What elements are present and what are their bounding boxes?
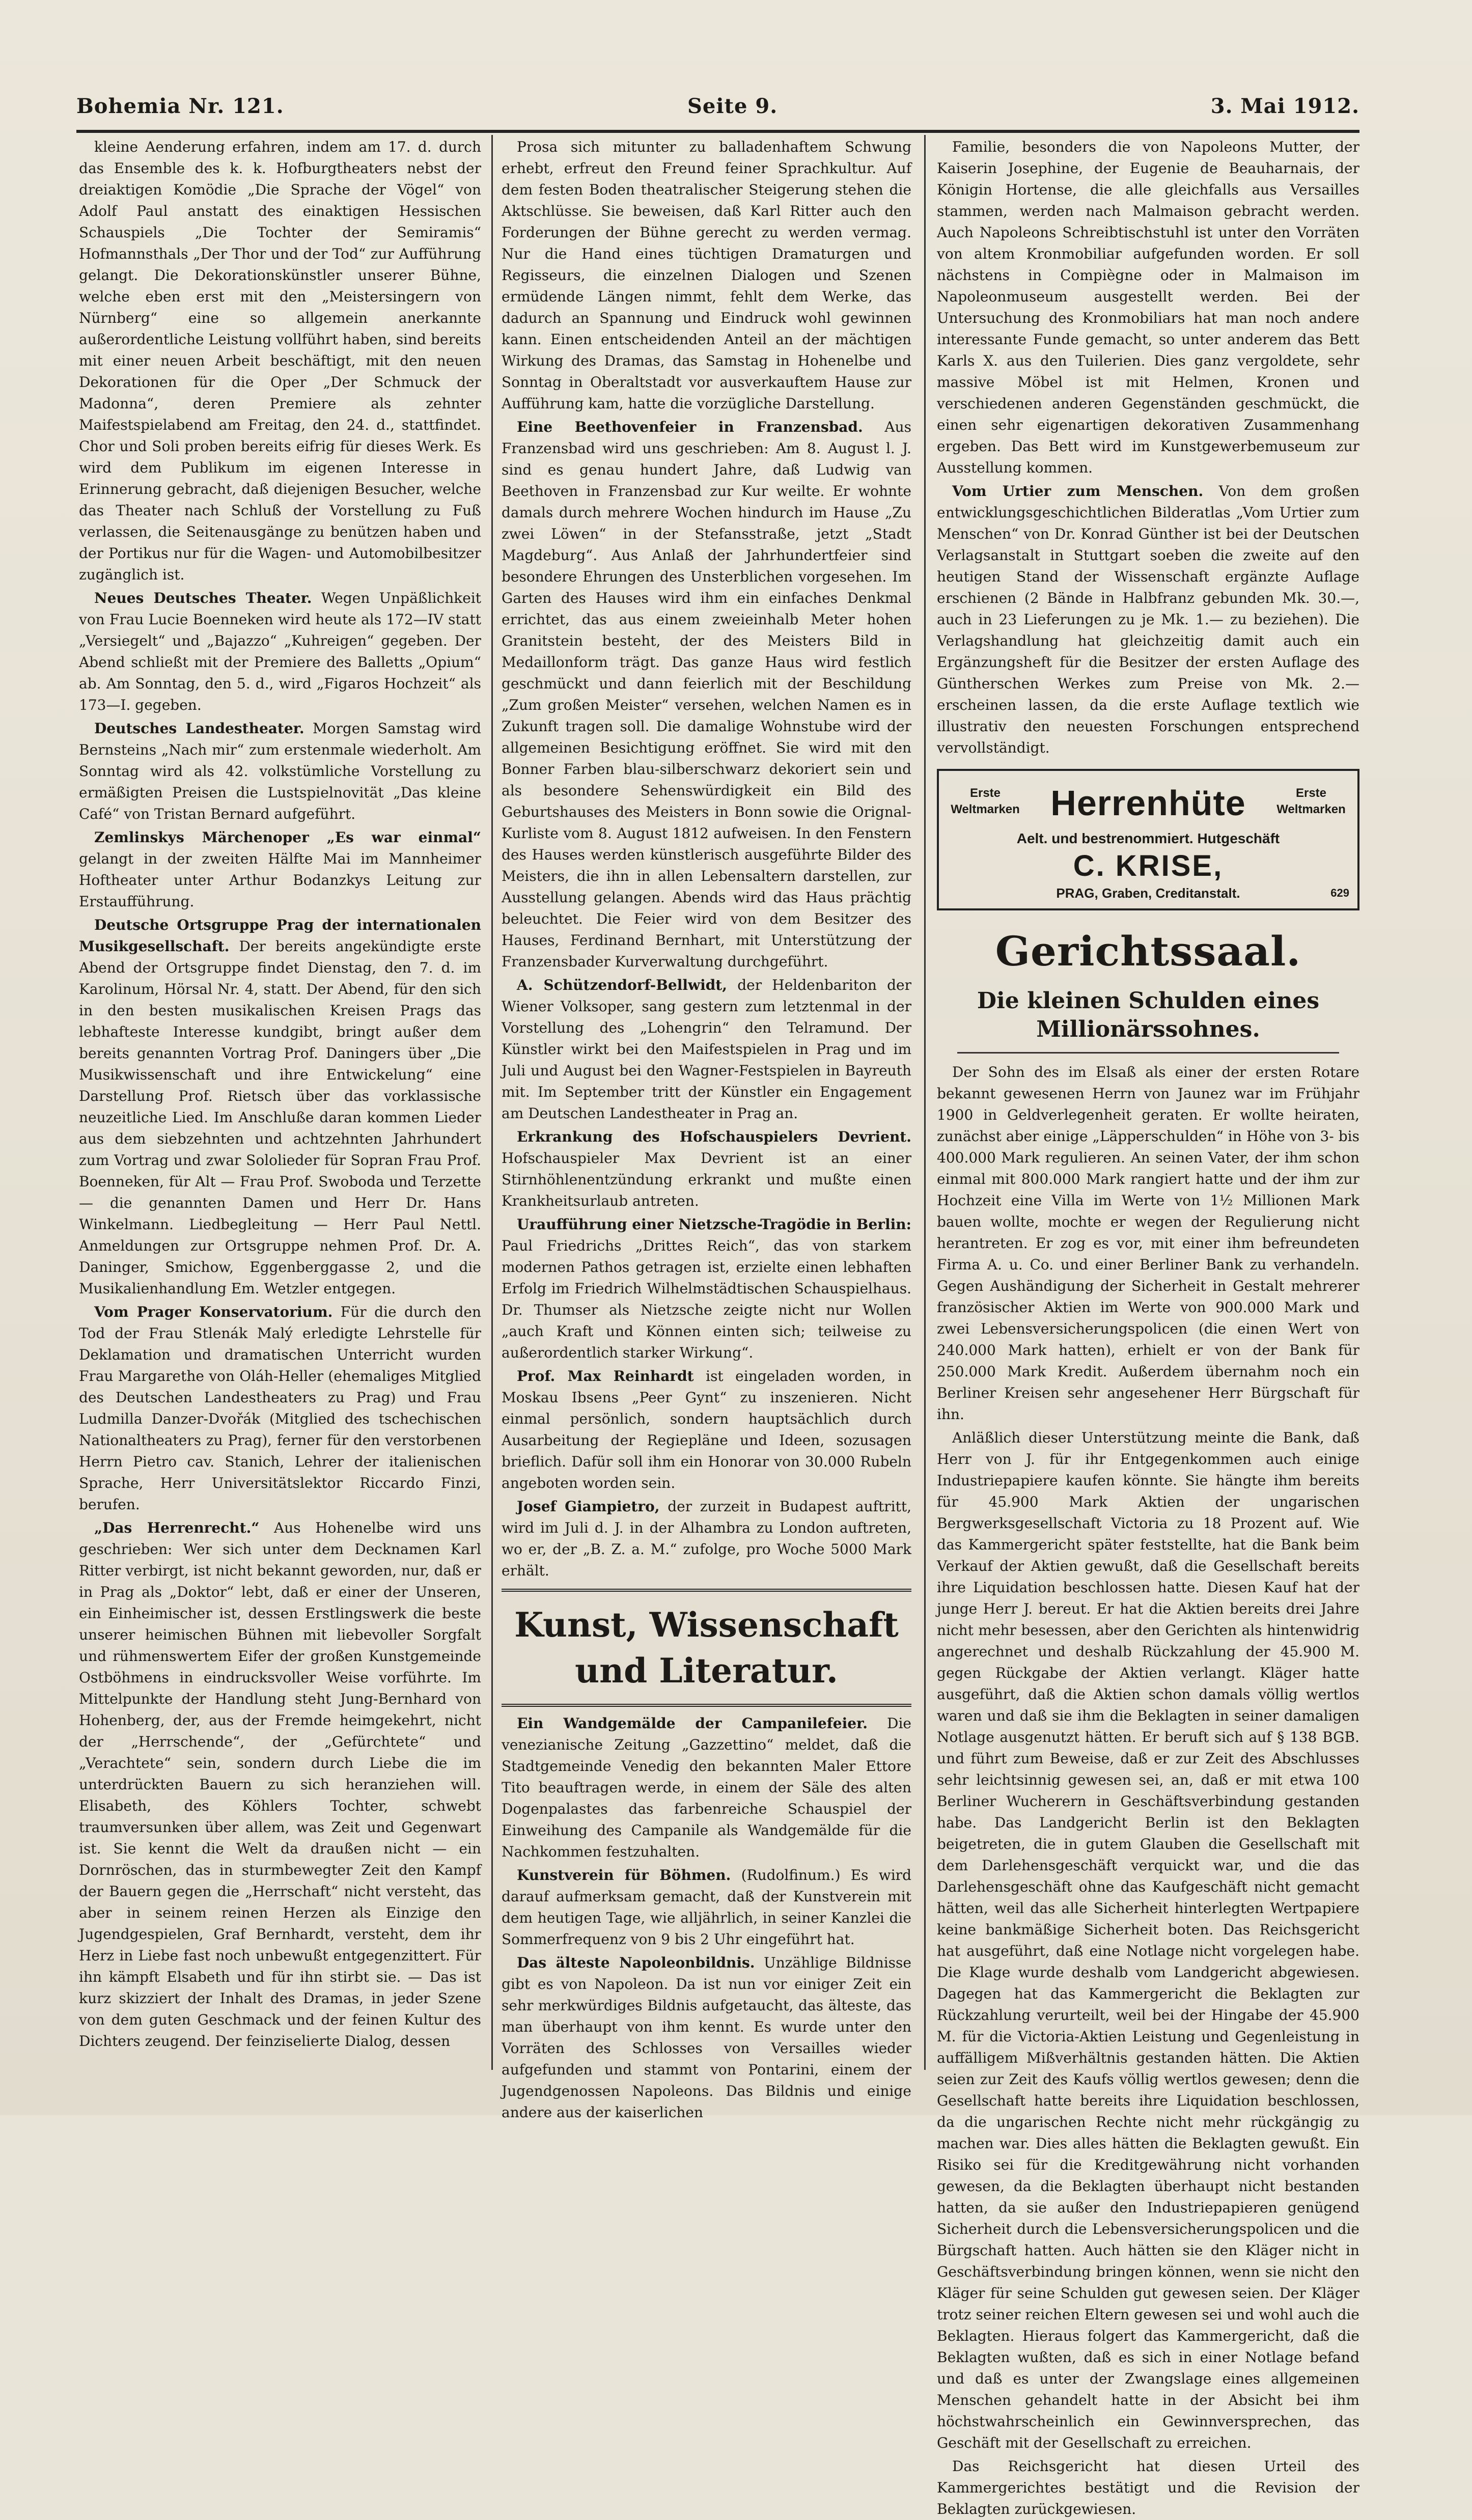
column-3 bbox=[937, 136, 1359, 2517]
article-paragraph bbox=[502, 1865, 911, 1950]
article-text: Anläßlich dieser Unterstützung meinte die Bank, daß Herr von J. für ihr Entgegenkommen auch einige Industriepapiere kaufen könnte. Sie hängte ihm bereits für 45.900 Mark Aktien der ungarischen Bergwerksgesellschaft Victoria zu 18 Prozent auf. Wie das Kammergericht später feststellte, hat die Bank beim Verkauf der Aktien gewußt, daß die Gesellschaft bereits ihre Liquidation beschlossen hatte. Diesen Kauf hat der junge Herr J. bereut. Er hat die Aktien bereits drei Jahre nicht mehr besessen, aber den Gerichten als hintenwidrig angerechnet und deshalb Rückzahlung der 45.900 M. gegen Rückgabe der Aktien verlangt. Kläger hatte ausgeführt, daß die Aktien schon damals völlig wertlos waren und daß sie ihm die Beklagten in seiner damaligen Notlage ausgenutzt hätten. Er beruft sich auf § 138 BGB. und führt zum Beweise, daß er zur Zeit des Abschlusses sehr leichtsinnig gewesen sei, an, daß er mit etwa 100 Berliner Wucherern in Geschäftsverbindung gestanden habe. Das Landgericht Berlin ist den Beklagten beigetreten, die in gutem Glauben die Gesellschaft mit dem Darlehensgeschäft verquickt war, und die das Darlehensgeschäft ohne das Kaufgeschäft nicht gemacht hätten, weil das alle Sicherheit hinterlegten Wertpapiere keine bankmäßige Sicherheit boten. Das Reichsgericht hat ausgeführt, daß eine Notlage nicht vorgelegen habe. Die Klage wurde deshalb vom Landgericht abgewiesen. Dagegen hat das Kammergericht die Beklagten zur Rückzahlung verurteilt, weil bei der Hingabe der 45.900 M. für die Victoria-Aktien Leistung und Gegenleistung in auffälligem Mißverhältnis gestanden hätten. Die Aktien seien zur Zeit des Kaufs völlig wertlos gewesen; denn die Gesellschaft hatte bereits ihre Liquidation beschlossen, da die ungarischen Rechte nicht mehr rückgängig zu machen war. Dies alles hätten die Beklagten gewußt. Ein Risiko sei für die Kreditgewährung nicht vorhanden gewesen, da die Beklagten überhaupt nicht bestanden hatten, da sie außer den Industriepapieren genügend Sicherheit durch die Lebensversicherungspolicen und die Bürgschaft hatten. Auch hätten sie den Kläger nicht in Geschäftsverbindung bringen können, wenn sie nicht den Kläger für seine Schulden gut gewesen seien. Der Kläger trotz seiner reichen Eltern gewesen sei und wohl auch die Beklagten. Hieraus folgert das Kammergericht, daß die Beklagten wußten, daß es sich in einer Notlage befand und daß es unter der Zwangslage eines allgemeinen Menschen gehandelt hatte in der Absicht bei ihm höchstwahrscheinlich ein Gewinnversprechen, das Geschäft mit der Gesellschaft zu erreichen. bbox=[937, 1429, 1359, 2451]
article-heading: Neues Deutsches Theater. bbox=[94, 590, 312, 606]
article-heading: Deutsche Ortsgruppe Prag der internationalen Musikgesellschaft. bbox=[79, 917, 481, 955]
article-text: Aus Hohenelbe wird uns geschrieben: Wer sich unter dem Decknamen Karl Ritter verbirgt, ist nicht bekannt geworden, nur, daß er in Prag als „Doktor“ lebt, daß er einer der Unseren, ein Einheimischer ist, dessen Erstlingswerk die beste unserer heimischen Bühnen mit liebevoller Sorgfalt und rühmenswertem Eifer der großen Kunstgemeinde Ostböhmens in eindrucksvoller Weise vorführte. Im Mittelpunkte der Handlung steht Jung-Bernhard von Hohenberg, der, aus der Fremde heimgekehrt, nicht der „Herrschende“, der „Gefürchtete“ und „Verachtete“ sein, sondern durch Liebe die im unterdrückten Bauern zu sich heranziehen will. Elisabeth, des Köhlers Tochter, schwebt traumversunken über allem, was Zeit und Gegenwart ist. Sie kennt die Welt da draußen nicht — ein Dornröschen, das in sturmbewegter Zeit den Kampf der Bauern gegen die „Herrschaft“ nicht versteht, das aber in seinem reinen Herzen als Einzige den Jugendgespielen, Graf Bernhardt, versteht, dem ihr Herz in Liebe fast noch unbewußt entgegenzittert. Für ihn kämpft Elsabeth und für ihn stirbt sie. — Das ist kurz skizziert der Inhalt des Dramas, in jeder Szene von dem guten Geschmack und der feinen Kultur des Dichters zeugend. Der feinziselierte Dialog, dessen bbox=[79, 1519, 482, 2050]
advertisement-herrenhuete bbox=[937, 769, 1359, 910]
issue-date: 3. Mai 1912. bbox=[1210, 94, 1359, 118]
article-text: Unzählige Bildnisse gibt es von Napoleon. Da ist nun vor einiger Zeit ein sehr merkwürdiges Bildnis aufgetaucht, das älteste, das man überhaupt von ihm kennt. Es wurde unter den Vorräten des Schlosses von Versailles wieder aufgefunden und stammt von Pontarini, einem der Jugendgenossen Napoleons. Das Bildnis und einige andere aus der kaiserlichen bbox=[502, 1954, 911, 2121]
article-paragraph bbox=[937, 2456, 1359, 2520]
article-paragraph bbox=[79, 827, 481, 912]
article-heading: Deutsches Landestheater. bbox=[94, 720, 304, 737]
article-paragraph bbox=[502, 1126, 911, 1212]
article-paragraph bbox=[79, 136, 481, 586]
column-3-articles bbox=[937, 136, 1359, 759]
article-paragraph bbox=[502, 136, 911, 414]
page-header bbox=[76, 94, 1359, 130]
article-text: Aus Franzensbad wird uns geschrieben: Am 8. August l. J. sind es genau hundert Jahre, daß Ludwig van Beethoven in Franzensbad zur Kur weilte. Er wohnte damals durch mehrere Wochen hindurch im Hause „Zu zwei Löwen“ in der Stefansstraße, jetzt „Stadt Magdeburg“. Aus Anlaß der Jahrhundertfeier sind besondere Ehrungen des Unsterblichen vorgesehen. Im Garten des Hauses wird ihm ein einfaches Denkmal errichtet, das aus einem zweieinhalb Meter hohen Granitstein besteht, der des Meisters Bild in Medaillonform trägt. Das ganze Haus wird festlich geschmückt und dann feierlich mit der Beschildung „Zum großen Meister“ versehen, welchen Namen es in Zukunft tragen soll. Die damalige Wohnstube wird der allgemeinen Besichtigung eröffnet. Sie wird mit den Bonner Farben blau-silberschwarz dekoriert sein und als besondere Sehenswürdigkeit ein Bild des Geburtshauses des Meisters in Bonn sowie die Orignal-Kurliste vom 8. August 1812 aufweisen. In den Fenstern des Hauses werden künstlerisch ausgeführte Bilder des Meisters, die ihn in allen Lebensaltern darstellen, zur Ausstellung gelangen. Abends wird das Haus prächtig beleuchtet. Die Feier wird von dem Besitzer des Hauses, Ferdinand Bernhart, mit Unterstützung der Franzensbader Kurverwaltung durchgeführt. bbox=[502, 419, 911, 970]
article-text: Das Reichsgericht hat diesen Urteil des Kammergerichtes bestätigt und die Revision der Beklagten zurückgewiesen. bbox=[937, 2458, 1359, 2517]
article-heading: Prof. Max Reinhardt bbox=[517, 1368, 694, 1384]
article-paragraph bbox=[502, 1366, 911, 1494]
ad-firm-name: C. KRISE, bbox=[1073, 849, 1224, 882]
article-paragraph bbox=[79, 718, 481, 825]
column-1-articles bbox=[79, 136, 481, 2052]
article-heading: Kunstverein für Böhmen. bbox=[517, 1867, 731, 1884]
article-paragraph bbox=[502, 1713, 911, 1863]
article-heading: „Das Herrenrecht.“ bbox=[94, 1519, 260, 1536]
article-text: ist eingeladen worden, in Moskau Ibsens „Peer Gynt“ zu inszenieren. Nicht einmal persönlich, sondern hauptsächlich durch Ausarbeitung der Regiepläne und Ideen, sozusagen brieflich. Dafür soll ihm ein Honorar von 30.000 Rubeln angeboten worden sein. bbox=[502, 1368, 911, 1491]
ad-address bbox=[947, 884, 1349, 902]
article-paragraph bbox=[937, 481, 1359, 759]
article-heading: Eine Beethovenfeier in Franzensbad. bbox=[517, 419, 863, 435]
article-paragraph bbox=[79, 915, 481, 1299]
article-paragraph bbox=[502, 1952, 911, 2123]
newspaper-issue: Bohemia Nr. 121. bbox=[76, 94, 284, 118]
article-paragraph bbox=[79, 1517, 481, 2052]
article-text: der Heldenbariton der Wiener Volksoper, sang gestern zum letztenmal in der Vorstellung des „Lohengrin“ den Telramund. Der Künstler wirkt bei den Maifestspielen in Prag und im Juli und August bei den Wagner-Festspielen in Bayreuth mit. Im September tritt der Künstler ein Engagement am Deutschen Landestheater in Prag an. bbox=[502, 977, 911, 1122]
ad-tagline: Aelt. und bestrenommiert. Hutgeschäft bbox=[1016, 830, 1280, 846]
article-text: Für die durch den Tod der Frau Stlenák Malý erledigte Lehrstelle für Deklamation und dramatischen Unterricht wurden Frau Margarethe von Oláh-Heller (ehemaliges Mitglied des Deutschen Landestheaters zu Prag) und Frau Ludmilla Danzer-Dvořák (Mitglied des tschechischen Nationaltheaters zu Prag), ferner für den verstorbenen Herrn Pietro cav. Stanich, Lehrer der italienischen Sprache, Herr Universitätslektor Riccardo Finzi, berufen. bbox=[79, 1304, 481, 1513]
article-text: Hofschauspieler Max Devrient ist an einer Stirnhöhlenentzündung erkrankt und mußte einen Krankheitsurlaub antreten. bbox=[502, 1150, 911, 1209]
article-text: Der bereits angekündigte erste Abend der Ortsgruppe findet Dienstag, den 7. d. im Karolinum, Hörsal Nr. 4, statt. Der Abend, für den sich in den besten musikalischen Kreisen Prags das lebhafteste Interesse kundgibt, bringt außer dem bereits genannten Vortrag Prof. Daningers über „Die Musikwissenschaft und ihre Entwickelung“ eine Darstellung Prof. Rietsch über das vorklassische neuzeitliche Lied. Im Anschluße daran kommen Lieder aus dem siebzehnten und achtzehnten Jahrhundert zum Vortrag und zwar Sololieder für Sopran Frau Prof. Boenneken, für Alt — Frau Prof. Swoboda und Terzette — die genannten Damen und Herr Dr. Hans Winkelmann. Liedbegleitung — Herr Paul Nettl. Anmeldungen zur Ortsgruppe nehmen Prof. Dr. A. Daninger, Smichow, Eggenberggasse 2, und die Musikalienhandlung Em. Wetzler entgegen. bbox=[79, 938, 481, 1297]
ad-side-label-left: Erste Weltmarken bbox=[951, 786, 1020, 816]
headline-rule bbox=[957, 1052, 1339, 1054]
page-number: Seite 9. bbox=[687, 94, 778, 118]
article-text: Morgen Samstag wird Bernsteins „Nach mir“ zum erstenmale wiederholt. Am Sonntag wird als 42. volkstümliche Vorstellung zu ermäßigten Preisen die Lustspielnovität „Das kleine Café“ von Tristan Bernard aufgeführt. bbox=[79, 720, 482, 822]
article-text: kleine Aenderung erfahren, indem am 17. d. durch das Ensemble des k. k. Hofburgtheaters nebst der dreiaktigen Komödie „Die Sprache der Vögel“ von Adolf Paul anstatt des einaktigen Hessischen Schauspiels „Die Tochter der Semiramis“ Hofmannsthals „Der Thor und der Tod“ zur Aufführung gelangt. Die Dekorationskünstler unserer Bühne, welche eben erst mit den „Meistersingern von Nürnberg“ eine so allgemein anerkannte außerordentliche Leistung vollführt haben, sind bereits mit einer neuen Arbeit beschäftigt, mit den neuen Dekorationen für die Oper „Der Schmuck der Madonna“, deren Premiere als zehnter Maifestspielabend am Freitag, den 24. d., stattfindet. Chor und Soli proben bereits eifrig für dieses Werk. Es wird dem Publikum im eigenen Interesse in Erinnerung gebracht, daß diejenigen Besucher, welche das Theater nach Schluß der Vorstellung zu Fuß verlassen, die Seitenausgänge zu benützen haben und der Portikus nur für die Wagen- und Automobilbesitzer zugänglich ist. bbox=[79, 139, 481, 583]
article-paragraph bbox=[502, 1214, 911, 1364]
article-heading: Das älteste Napoleonbildnis. bbox=[517, 1954, 755, 1971]
article-paragraph bbox=[502, 1496, 911, 1582]
article-paragraph bbox=[502, 975, 911, 1124]
article-paragraph bbox=[79, 1301, 481, 1515]
article-text: Paul Friedrichs „Drittes Reich“, das von starkem modernen Pathos getragen ist, erzielte einen lebhaften Erfolg im Friedrich Wilhelmstädtischen Schauspielhaus. Dr. Thumser als Nietzsche zeigte nicht nur Wollen „auch Kraft und Können einten sich; teilweise zu außerordentlich starker Wirkung“. bbox=[502, 1237, 911, 1361]
article-heading: Josef Giampietro, bbox=[517, 1498, 660, 1515]
ad-side-label-right: Erste Weltmarken bbox=[1276, 786, 1346, 816]
column-3-court-article bbox=[937, 1062, 1359, 2520]
article-text: (Rudolfinum.) Es wird darauf aufmerksam gemacht, daß der Kunstverein mit dem heutigen Tage, wie alljährlich, in seiner Kanzlei die Sommerfrequenz von 9 bis 2 Uhr eingeführt hat. bbox=[502, 1867, 911, 1948]
article-heading: A. Schützendorf-Bellwidt, bbox=[517, 977, 727, 993]
article-text: Von dem großen entwicklungsgeschichtlichen Bilderatlas „Vom Urtier zum Menschen“ von Dr. Konrad Günther ist bei der Deutschen Verlagsanstalt in Stuttgart soeben die zweite auf den heutigen Stand der Wissenschaft ergänzte Auflage erschienen (2 Bände in Halbfranz gebunden Mk. 30.—, auch in 23 Lieferungen zu je Mk. 1.— zu beziehen). Die Verlagshandlung hat gleichzeitig damit auch ein Ergänzungsheft für die Besitzer der ersten Auflage des Güntherschen Werkes zum Preise von Mk. 2.— erscheinen lassen, da die erste Auflage textlich wie illustrativ den neuesten Forschungen entsprechend vervollständigt. bbox=[937, 483, 1359, 756]
article-paragraph bbox=[937, 136, 1359, 479]
column-divider bbox=[924, 135, 926, 2070]
column-2-kunst-articles bbox=[502, 1713, 911, 2123]
section-heading-kunst: Kunst, Wissenschaft und Literatur. bbox=[502, 1589, 911, 1707]
article-heading: Ein Wandgemälde der Campanilefeier. bbox=[517, 1715, 868, 1732]
article-text: Familie, besonders die von Napoleons Mutter, der Kaiserin Josephine, der Eugenie de Beauharnais, der Königin Hortense, die alle gleichfalls aus Versailles stammen, werden nach Malmaison gebracht werden. Auch Napoleons Schreibtischstuhl ist unter den Vorräten von altem Kronmobiliar aufgefunden worden. Er soll nächstens in Compiègne oder in Malmaison im Napoleonmuseum ausgestellt werden. Bei der Untersuchung des Kronmobiliars hat man noch andere interessante Funde gemacht, so unter anderem das Bett Karls X. aus den Tuilerien. Dies ganz vergoldete, sehr massive Möbel ist mit Helmen, Kronen und verschiedenen anderen Gegenständen geschmückt, die einen sehr eigenartigen dekorativen Zusammenhang ergeben. Das Bett wird im Kunstgewerbemuseum zur Ausstellung kommen. bbox=[937, 139, 1359, 476]
ad-address-text: PRAG, Graben, Creditanstalt. bbox=[1056, 885, 1240, 901]
column-divider bbox=[491, 135, 493, 2070]
ad-code: 629 bbox=[1330, 887, 1349, 899]
article-text: gelangt in der zweiten Hälfte Mai im Mannheimer Hoftheater unter Arthur Bodanzkys Leitung zur Erstaufführung. bbox=[79, 850, 481, 910]
column-2-articles bbox=[502, 136, 911, 1582]
article-paragraph bbox=[79, 588, 481, 716]
article-text: Prosa sich mitunter zu balladenhaftem Schwung erhebt, erfreut den Freund feiner Sprachkultur. Auf dem festen Boden theatralischer Steigerung stehen die Aktschlüsse. Sie beweisen, daß Karl Ritter auch den Forderungen der Bühne gerecht zu werden vermag. Nur die Hand eines tüchtigen Dramaturgen und Regisseurs, die einzelnen Dialogen und Szenen ermüdende Längen nimmt, fehlt dem Werke, das dadurch an Spannung und Eindruck wohl gewinnen kann. Einen entscheidenden Anteil an der mächtigen Wirkung des Dramas, das Samstag in Hohenelbe und Sonntag in Oberaltstadt vor ausverkauftem Hause zur Aufführung kam, hatte die vorzügliche Darstellung. bbox=[502, 139, 911, 412]
article-paragraph bbox=[937, 1062, 1359, 1425]
article-paragraph bbox=[502, 417, 911, 973]
column-2 bbox=[502, 136, 911, 2121]
article-heading: Vom Prager Konservatorium. bbox=[94, 1304, 333, 1320]
article-headline: Die kleinen Schulden eines Millionärssohnes. bbox=[977, 988, 1320, 1042]
column-1 bbox=[79, 136, 482, 2050]
ad-brand: Herrenhüte bbox=[1050, 783, 1246, 823]
article-text: Der Sohn des im Elsaß als einer der ersten Rotare bekannt gewesenen Herrn von Jaunez war im Frühjahr 1900 in Geldverlegenheit geraten. Er wollte heiraten, zunächst aber einige „Läpperschulden“ in Höhe von 3- bis 400.000 Mark regulieren. An seinen Vater, der ihm schon einmal mit 800.000 Mark rangiert hatte und der ihm zur Hochzeit eine Villa im Werte von 1½ Millionen Mark bauen wollte, mochte er wegen der Regulierung nicht herantreten. Er zog es vor, mit einer ihm befreundeten Firma A. u. Co. und einer Berliner Bank zu verhandeln. Gegen Aushändigung der Sicherheit in Gestalt mehrerer französischer Aktien im Werte von 900.000 Mark und zwei Lebensversicherungspolicen (die einen Wert von 240.000 Mark hatten), erhielt er von der Bank für 250.000 Mark Kredit. Außerdem übernahm noch ein Berliner Kreisen sehr angesehener Herr Bürgschaft für ihn. bbox=[937, 1064, 1359, 1423]
article-heading: Zemlinskys Märchenoper „Es war einmal“ bbox=[94, 829, 481, 846]
article-paragraph bbox=[937, 1427, 1359, 2454]
article-heading: Erkrankung des Hofschauspielers Devrient. bbox=[517, 1128, 911, 1145]
article-heading: Uraufführung einer Nietzsche-Tragödie in Berlin: bbox=[517, 1216, 911, 1233]
article-text: Wegen Unpäßlichkeit von Frau Lucie Boenneken wird heute als 172—IV statt „Versiegelt“ und „Bajazzo“ „Kuhreigen“ gegeben. Der Abend schließt mit der Premiere des Balletts „Opium“ ab. Am Sonntag, den 5. d., wird „Figaros Hochzeit“ als 173—I. gegeben. bbox=[79, 590, 481, 713]
article-heading: Vom Urtier zum Menschen. bbox=[952, 483, 1204, 500]
section-heading-gerichtssaal: Gerichtssaal. bbox=[995, 927, 1301, 975]
header-rule bbox=[76, 130, 1359, 133]
article-text: der zurzeit in Budapest auftritt, wird im Juli d. J. in der Alhambra zu London auftreten, wo er, der „B. Z. a. M.“ zufolge, pro Woche 5000 Mark erhält. bbox=[502, 1498, 911, 1579]
article-text: Die venezianische Zeitung „Gazzettino“ meldet, daß die Stadtgemeinde Venedig den bekannten Maler Ettore Tito beauftragen werde, in einem der Säle des alten Dogenpalastes das farbenreiche Schauspiel der Einweihung des Campanile als Wandgemälde für die Nachkommen festzuhalten. bbox=[502, 1715, 911, 1860]
